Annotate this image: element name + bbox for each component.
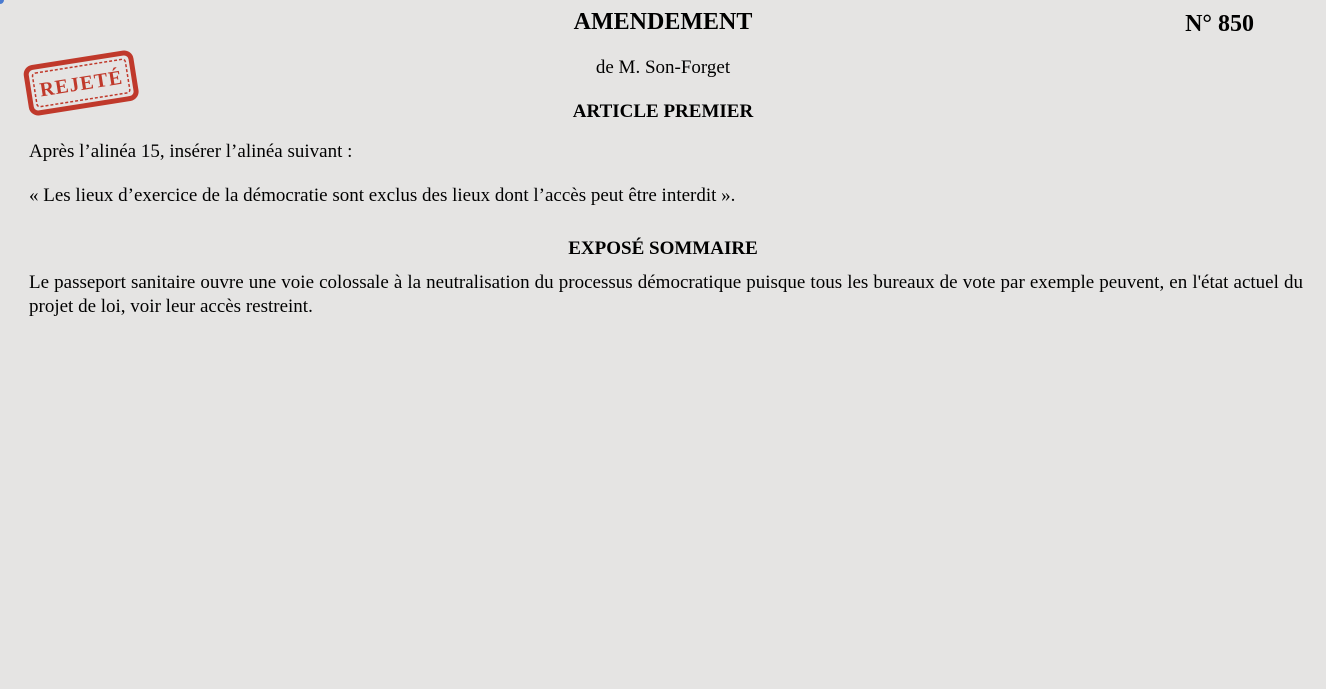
article-heading: ARTICLE PREMIER [572,101,754,122]
amendment-instruction: Après l’alinéa 15, insérer l’alinéa suivant : [29,141,353,162]
summary-paragraph: Le passeport sanitaire ouvre une voie colossale à la neutralisation du processus démocratique puisque tous les bureaux de vote par exemple peuvent, en l'état actuel du projet de loi, voir leur accès restreint. [29,272,1303,317]
summary-heading: EXPOSÉ SOMMAIRE [568,238,758,259]
window-corner-marker [0,0,4,4]
stamp-label: REJETÉ [38,66,125,102]
inserted-paragraph: « Les lieux d’exercice de la démocratie sont exclus des lieux dont l’accès peut être interdit ». [29,185,736,206]
amendment-number: N° 850 [1185,11,1254,37]
amendment-author: de M. Son-Forget [595,57,731,78]
document-title: AMENDEMENT [573,9,753,35]
